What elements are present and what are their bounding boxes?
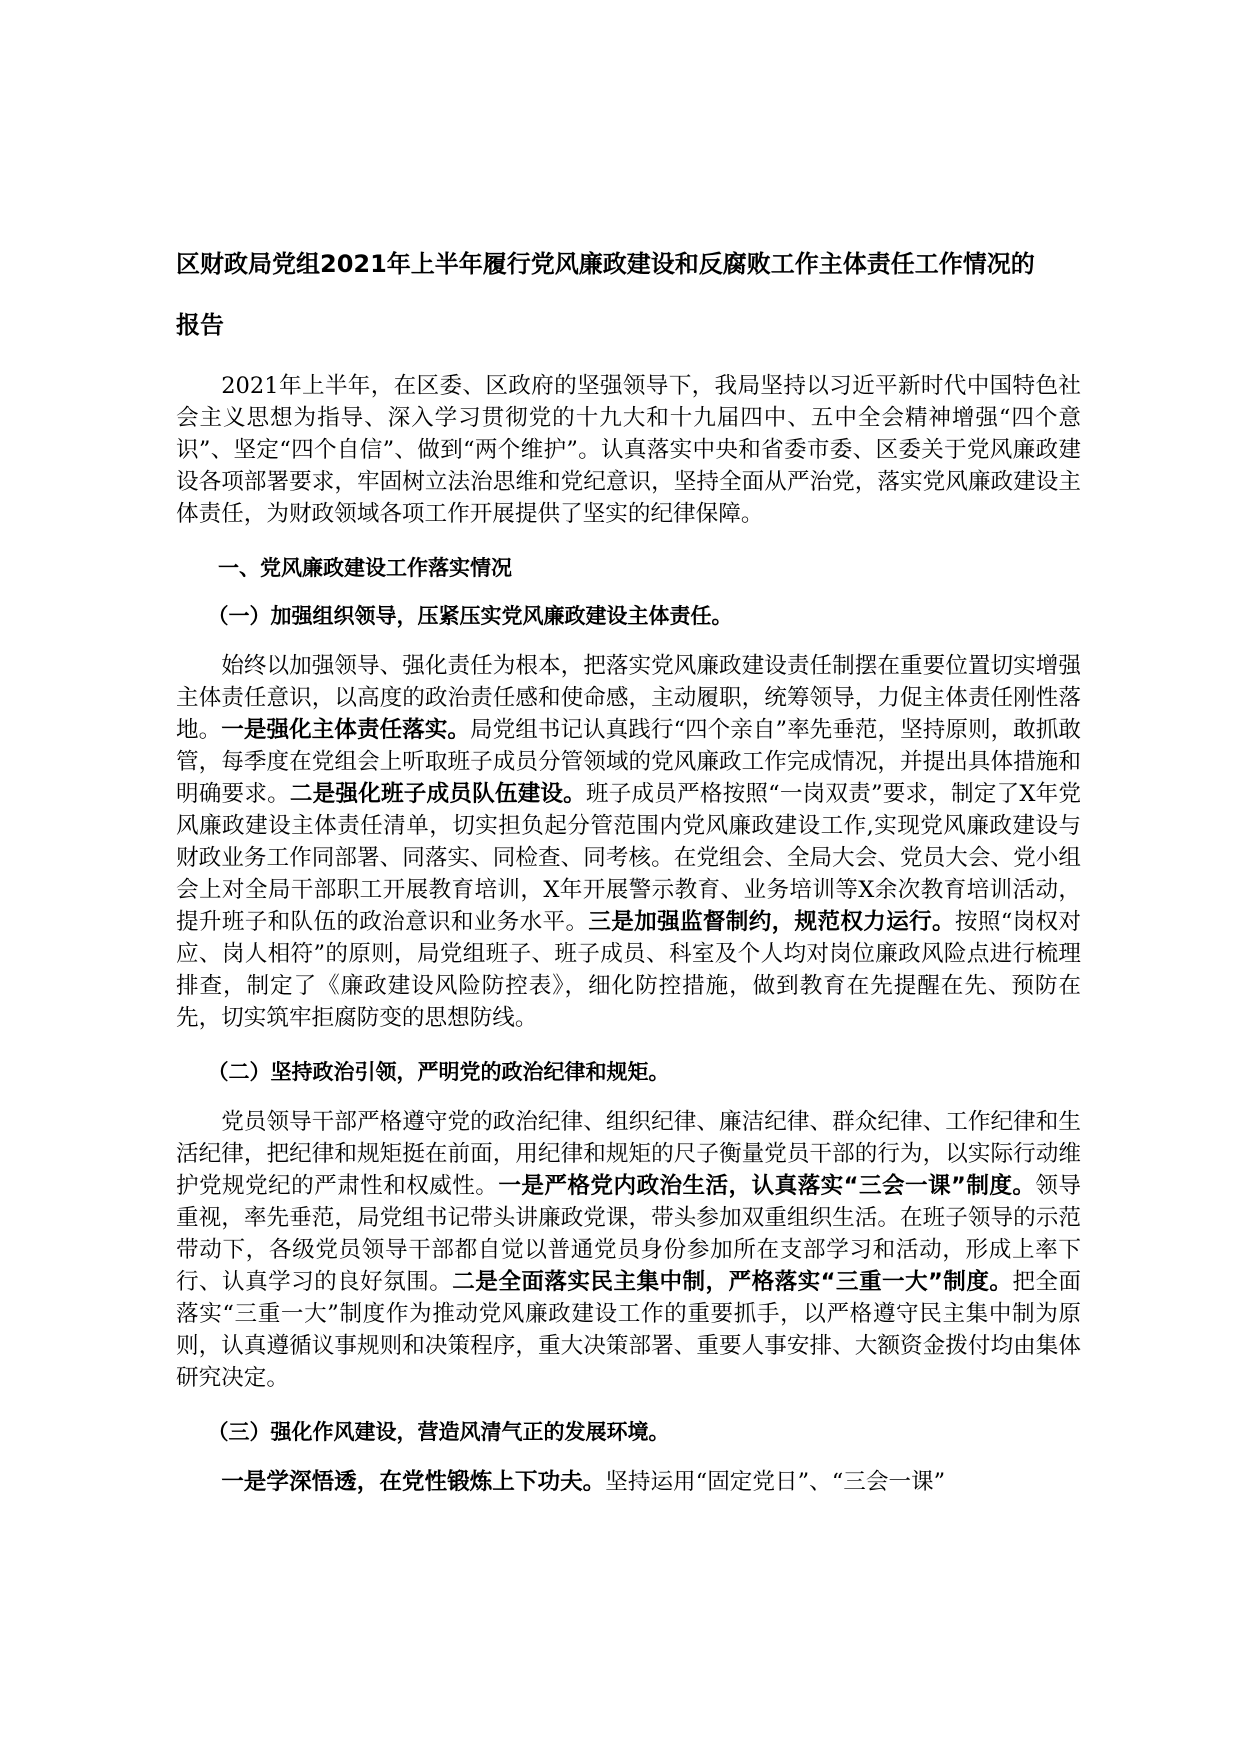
document-body (176, 370, 1081, 1498)
paragraph-text: 局党组书记认真践行“四个亲自”率先垂范，坚持原则，敢抓敢管，每季度在党组会上听取班子成员分管领域的党风廉政工作完成情况，并提出具体措施和明确要求。 (176, 717, 1082, 807)
bold-lead-phrase: 一是学深悟透，在党性锻炼上下功夫。 (221, 1469, 606, 1495)
paragraph-text: 始终以加强领导、强化责任为根本，把落实党风廉政建设责任制摆在重要位置切实增强主体责任意识，以高度的政治责任感和使命感，主动履职，统筹领导，力促主体责任刚性落地。 (176, 653, 1081, 743)
subsection-2-heading: （二）坚持政治引领，严明党的政治纪律和规矩。 (207, 1060, 670, 1084)
bold-lead-phrase: 二是全面落实民主集中制，严格落实“三重一大”制度。 (452, 1269, 1013, 1295)
subsection-3-heading: （三）强化作风建设，营造风清气正的发展环境。 (207, 1420, 670, 1444)
bold-lead-phrase: 三是加强监督制约，规范权力运行。 (588, 909, 955, 935)
paragraph-text: 把全面落实“三重一大”制度作为推动党风廉政建设工作的重要抓手，以严格遵守民主集中制为原则，认真遵循议事规则和决策程序，重大决策部署、重要人事安排、大额资金拨付均由集体研究决定。 (176, 1269, 1082, 1391)
subsection-2-paragraph (176, 1106, 1081, 1394)
paragraph-text: 领导重视，率先垂范，局党组书记带头讲廉政党课，带头参加双重组织生活。在班子领导的示范带动下，各级党员领导干部都自觉以普通党员身份参加所在支部学习和活动，形成上率下行、认真学习的良好氛围。 (176, 1173, 1082, 1295)
subsection-1-paragraph (176, 650, 1081, 1034)
bold-lead-phrase: 一是严格党内政治生活，认真落实“三会一课”制度。 (498, 1173, 1036, 1199)
section-1-heading: 一、党风廉政建设工作落实情况 (218, 556, 512, 580)
paragraph-text: 按照“岗权对应、岗人相符”的原则，局党组班子、班子成员、科室及个人均对岗位廉政风险点进行梳理排查，制定了《廉政建设风险防控表》，细化防控措施，做到教育在先提醒在先、预防在先，切实筑牢拒腐防变的思想防线。 (176, 909, 1082, 1031)
intro-paragraph: 2021年上半年，在区委、区政府的坚强领导下，我局坚持以习近平新时代中国特色社会主义思想为指导、深入学习贯彻党的十九大和十九届四中、五中全会精神增强“四个意识”、坚定“四个自信”、做到“两个维护”。认真落实中央和省委市委、区委关于党风廉政建设各项部署要求，牢固树立法治思维和党纪意识，坚持全面从严治党，落实党风廉政建设主体责任，为财政领域各项工作开展提供了坚实的纪律保障。 (176, 373, 1081, 527)
paragraph-text: 坚持运用“固定党日”、“三会一课” (605, 1469, 946, 1495)
bold-lead-phrase: 二是强化班子成员队伍建设。 (289, 781, 586, 807)
subsection-3-paragraph (176, 1466, 1081, 1498)
paragraph-text: 班子成员严格按照“一岗双责”要求，制定了X年党风廉政建设主体责任清单，切实担负起分管范围内党风廉政建设工作,实现党风廉政建设与财政业务工作同部署、同落实、同检查、同考核。在党组会、全局大会、党员大会、党小组会上对全局干部职工开展教育培训，X年开展警示教育、业务培训等X余次教育培训活动，提升班子和队伍的政治意识和业务水平。 (176, 781, 1082, 935)
bold-lead-phrase: 一是强化主体责任落实。 (221, 717, 470, 743)
document-title-line-1: 区财政局党组2021年上半年履行党风廉政建设和反腐败工作主体责任工作情况的 (176, 250, 1035, 278)
paragraph-text: 党员领导干部严格遵守党的政治纪律、组织纪律、廉洁纪律、群众纪律、工作纪律和生活纪律，把纪律和规矩挺在前面，用纪律和规矩的尺子衡量党员干部的行为，以实际行动维护党规党纪的严肃性和权威性。 (176, 1109, 1081, 1199)
subsection-1-heading: （一）加强组织领导，压紧压实党风廉政建设主体责任。 (207, 604, 733, 628)
document-title-line-2: 报告 (176, 311, 224, 339)
